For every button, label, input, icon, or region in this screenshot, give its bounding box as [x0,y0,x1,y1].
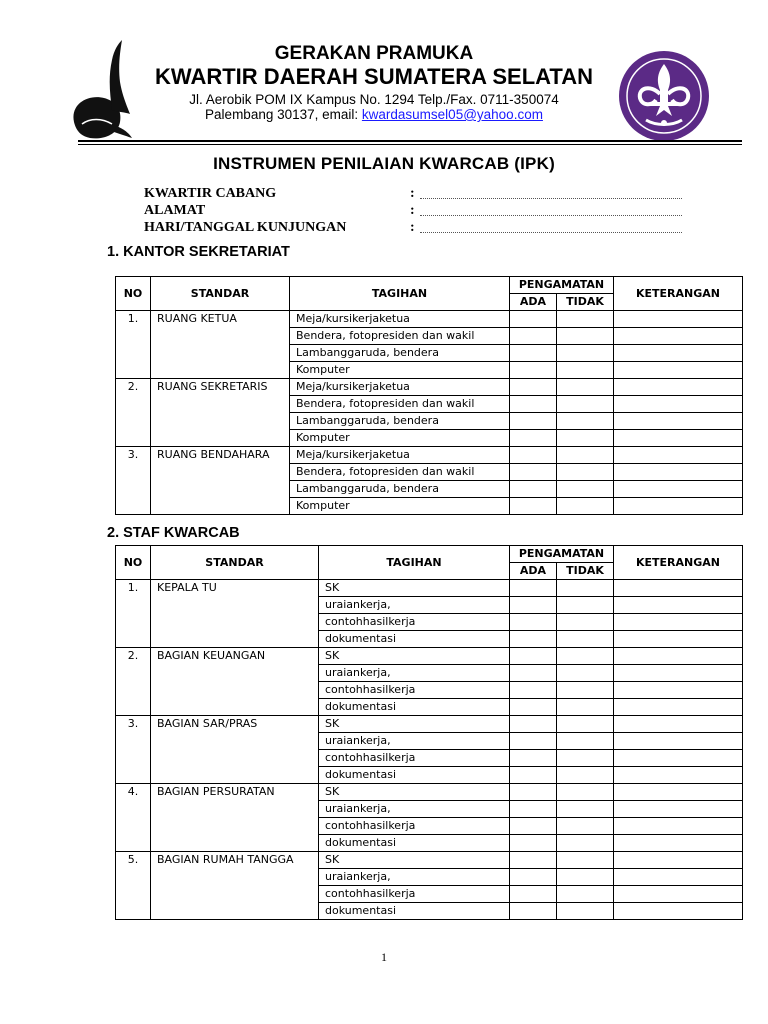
tagihan-cell: Lambanggaruda, bendera [290,481,510,498]
tidak-cell[interactable] [557,464,614,481]
document-title: INSTRUMEN PENILAIAN KWARCAB (IPK) [213,154,555,173]
ada-cell[interactable] [510,498,557,515]
field-label: KWARTIR CABANG [144,186,277,201]
field-label: HARI/TANGGAL KUNJUNGAN [144,220,347,235]
tidak-cell[interactable] [557,631,614,648]
ada-cell[interactable] [510,716,557,733]
tagihan-cell: contohhasilkerja [319,886,510,903]
keterangan-cell[interactable] [614,852,743,869]
row-number: 3. [116,716,151,784]
tidak-cell[interactable] [557,311,614,328]
keterangan-cell[interactable] [614,362,743,379]
keterangan-cell[interactable] [614,379,743,396]
column-header-pengamatan: PENGAMATAN [510,277,614,294]
column-header-keterangan: KETERANGAN [614,546,743,580]
tagihan-cell: dokumentasi [319,767,510,784]
tidak-cell[interactable] [557,481,614,498]
ada-cell[interactable] [510,699,557,716]
tagihan-cell: uraiankerja, [319,801,510,818]
tidak-cell[interactable] [557,869,614,886]
tagihan-cell: dokumentasi [319,835,510,852]
keterangan-cell[interactable] [614,631,743,648]
tagihan-cell: Komputer [290,498,510,515]
keterangan-cell[interactable] [614,597,743,614]
ada-cell[interactable] [510,818,557,835]
section-heading-kantor: 1. KANTOR SEKRETARIAT [107,244,290,260]
tidak-cell[interactable] [557,413,614,430]
field-colon: : [410,220,415,235]
standar-cell: BAGIAN PERSURATAN [151,784,319,852]
keterangan-cell[interactable] [614,903,743,920]
page-number: 1 [381,950,387,964]
assessment-table-staf [115,545,743,920]
tagihan-cell: uraiankerja, [319,869,510,886]
tidak-cell[interactable] [557,498,614,515]
standar-cell: KEPALA TU [151,580,319,648]
column-header-keterangan: KETERANGAN [614,277,743,311]
tagihan-cell: SK [319,852,510,869]
tidak-cell[interactable] [557,648,614,665]
tidak-cell[interactable] [557,801,614,818]
ada-cell[interactable] [510,750,557,767]
ada-cell[interactable] [510,801,557,818]
tidak-cell[interactable] [557,886,614,903]
scout-fleur-de-lis-emblem-icon [616,50,712,142]
tagihan-cell: Komputer [290,362,510,379]
table-body [116,580,743,920]
tidak-cell[interactable] [557,852,614,869]
ada-cell[interactable] [510,396,557,413]
ada-cell[interactable] [510,311,557,328]
organization-region: KWARTIR DAERAH SUMATERA SELATAN [155,64,593,89]
ada-cell[interactable] [510,345,557,362]
column-header-pengamatan: PENGAMATAN [510,546,614,563]
ada-cell[interactable] [510,481,557,498]
keterangan-cell[interactable] [614,869,743,886]
tagihan-cell: uraiankerja, [319,597,510,614]
tagihan-cell: SK [319,716,510,733]
ada-cell[interactable] [510,886,557,903]
organization-name: GERAKAN PRAMUKA [274,43,474,64]
ada-cell[interactable] [510,648,557,665]
ada-cell[interactable] [510,328,557,345]
column-header-ada: ADA [510,563,557,580]
keterangan-cell[interactable] [614,886,743,903]
table-row [116,648,743,665]
tagihan-cell: SK [319,648,510,665]
ada-cell[interactable] [510,733,557,750]
keterangan-cell[interactable] [614,648,743,665]
keterangan-cell[interactable] [614,481,743,498]
keterangan-cell[interactable] [614,716,743,733]
section-heading-staf: 2. STAF KWARCAB [107,525,240,541]
tidak-cell[interactable] [557,396,614,413]
row-number: 3. [116,447,151,515]
tagihan-cell: SK [319,580,510,597]
row-number: 4. [116,784,151,852]
ada-cell[interactable] [510,362,557,379]
ada-cell[interactable] [510,464,557,481]
tidak-cell[interactable] [557,430,614,447]
keterangan-cell[interactable] [614,801,743,818]
ada-cell[interactable] [510,430,557,447]
ada-cell[interactable] [510,682,557,699]
ada-cell[interactable] [510,665,557,682]
ada-cell[interactable] [510,379,557,396]
column-header-no: NO [116,546,151,580]
field-colon: : [410,203,415,218]
ada-cell[interactable] [510,580,557,597]
standar-cell: BAGIAN RUMAH TANGGA [151,852,319,920]
standar-cell: BAGIAN SAR/PRAS [151,716,319,784]
keterangan-cell[interactable] [614,580,743,597]
tidak-cell[interactable] [557,750,614,767]
standar-cell: BAGIAN KEUANGAN [151,648,319,716]
tagihan-cell: Meja/kursikerjaketua [290,311,510,328]
row-number: 2. [116,379,151,447]
tidak-cell[interactable] [557,767,614,784]
tidak-cell[interactable] [557,614,614,631]
keterangan-cell[interactable] [614,750,743,767]
column-header-tagihan: TAGIHAN [290,277,510,311]
ada-cell[interactable] [510,413,557,430]
standar-cell: RUANG BENDAHARA [151,447,290,515]
header-rule-thick [78,140,742,142]
field-colon: : [410,186,415,201]
tidak-cell[interactable] [557,903,614,920]
ada-cell[interactable] [510,447,557,464]
keterangan-cell[interactable] [614,733,743,750]
keterangan-cell[interactable] [614,818,743,835]
keterangan-cell[interactable] [614,767,743,784]
ada-cell[interactable] [510,614,557,631]
tagihan-cell: Lambanggaruda, bendera [290,345,510,362]
email-link[interactable]: kwardasumsel05@yahoo.com [361,107,543,122]
assessment-table-kantor [115,276,743,515]
tidak-cell[interactable] [557,345,614,362]
standar-cell: RUANG SEKRETARIS [151,379,290,447]
tagihan-cell: uraiankerja, [319,665,510,682]
keterangan-cell[interactable] [614,682,743,699]
ada-cell[interactable] [510,784,557,801]
field-fill-line[interactable] [420,215,682,216]
ada-cell[interactable] [510,869,557,886]
tidak-cell[interactable] [557,665,614,682]
table-body [116,311,743,515]
tidak-cell[interactable] [557,580,614,597]
column-header-tidak: TIDAK [557,294,614,311]
row-number: 5. [116,852,151,920]
row-number: 1. [116,580,151,648]
ada-cell[interactable] [510,767,557,784]
tidak-cell[interactable] [557,818,614,835]
table-row [116,379,743,396]
tagihan-cell: dokumentasi [319,631,510,648]
column-header-tidak: TIDAK [557,563,614,580]
tagihan-cell: Meja/kursikerjaketua [290,379,510,396]
field-fill-line[interactable] [420,198,682,199]
tagihan-cell: Meja/kursikerjaketua [290,447,510,464]
column-header-standar: STANDAR [151,277,290,311]
tidak-cell[interactable] [557,682,614,699]
tidak-cell[interactable] [557,699,614,716]
keterangan-cell[interactable] [614,464,743,481]
row-number: 2. [116,648,151,716]
keterangan-cell[interactable] [614,396,743,413]
table-row [116,311,743,328]
ada-cell[interactable] [510,852,557,869]
keterangan-cell[interactable] [614,328,743,345]
tidak-cell[interactable] [557,716,614,733]
standar-cell: RUANG KETUA [151,311,290,379]
field-label: ALAMAT [144,203,206,218]
table-row [116,447,743,464]
keterangan-cell[interactable] [614,498,743,515]
tagihan-cell: Lambanggaruda, bendera [290,413,510,430]
tagihan-cell: dokumentasi [319,699,510,716]
ada-cell[interactable] [510,903,557,920]
tidak-cell[interactable] [557,447,614,464]
tagihan-cell: contohhasilkerja [319,614,510,631]
tagihan-cell: contohhasilkerja [319,818,510,835]
tagihan-cell: contohhasilkerja [319,682,510,699]
table-row [116,784,743,801]
tagihan-cell: Bendera, fotopresiden dan wakil [290,328,510,345]
column-header-ada: ADA [510,294,557,311]
tidak-cell[interactable] [557,362,614,379]
header-rule-thin [78,144,742,145]
tagihan-cell: Bendera, fotopresiden dan wakil [290,464,510,481]
keterangan-cell[interactable] [614,784,743,801]
tagihan-cell: contohhasilkerja [319,750,510,767]
tidak-cell[interactable] [557,733,614,750]
keterangan-cell[interactable] [614,311,743,328]
tagihan-cell: Komputer [290,430,510,447]
tidak-cell[interactable] [557,379,614,396]
ada-cell[interactable] [510,631,557,648]
keterangan-cell[interactable] [614,413,743,430]
keterangan-cell[interactable] [614,665,743,682]
tagihan-cell: Bendera, fotopresiden dan wakil [290,396,510,413]
tagihan-cell: dokumentasi [319,903,510,920]
table-row [116,852,743,869]
tagihan-cell: SK [319,784,510,801]
keterangan-cell[interactable] [614,614,743,631]
keterangan-cell[interactable] [614,835,743,852]
ada-cell[interactable] [510,835,557,852]
table-row [116,716,743,733]
column-header-standar: STANDAR [151,546,319,580]
keterangan-cell[interactable] [614,447,743,464]
tidak-cell[interactable] [557,597,614,614]
address-city: Palembang 30137, email: [205,107,362,122]
field-fill-line[interactable] [420,232,682,233]
keterangan-cell[interactable] [614,430,743,447]
column-header-tagihan: TAGIHAN [319,546,510,580]
row-number: 1. [116,311,151,379]
tagihan-cell: uraiankerja, [319,733,510,750]
address-line: Jl. Aerobik POM IX Kampus No. 1294 Telp./Fax. 0711-350074 [189,92,559,107]
tidak-cell[interactable] [557,328,614,345]
table-row [116,580,743,597]
keterangan-cell[interactable] [614,345,743,362]
column-header-no: NO [116,277,151,311]
ada-cell[interactable] [510,597,557,614]
tidak-cell[interactable] [557,835,614,852]
tidak-cell[interactable] [557,784,614,801]
keterangan-cell[interactable] [614,699,743,716]
